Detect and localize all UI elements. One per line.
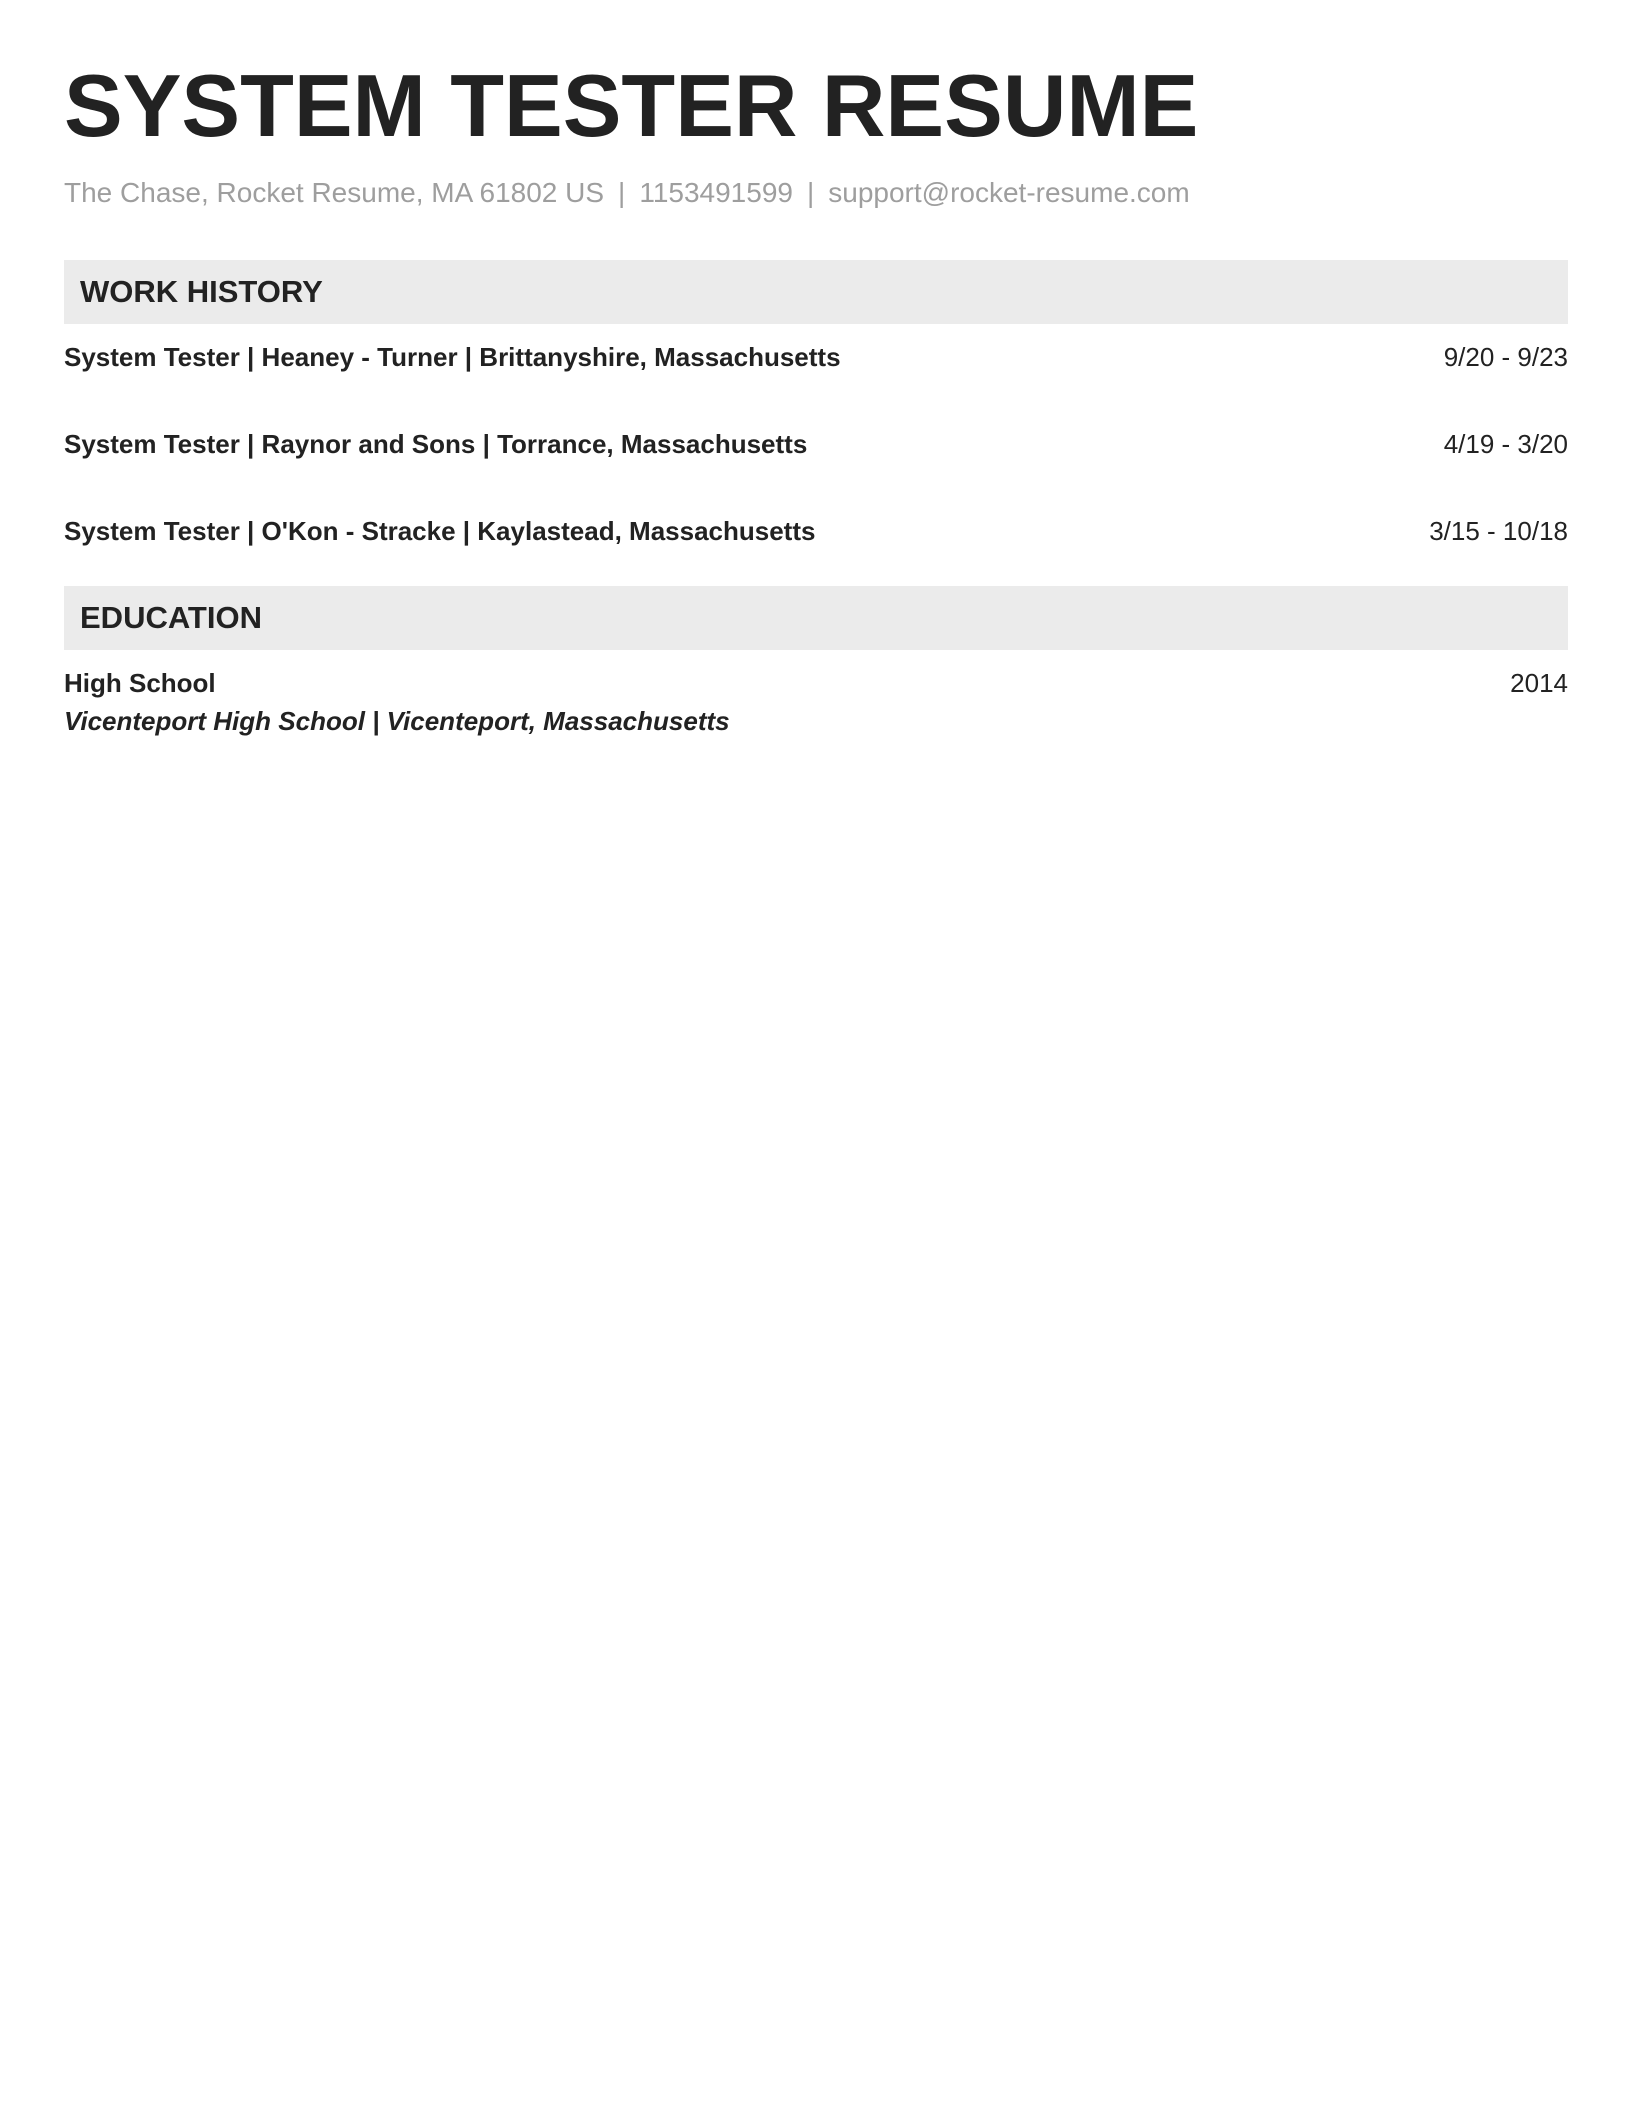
job-entry	[64, 340, 1568, 374]
education-entry	[64, 666, 1568, 738]
resume-title: SYSTEM TESTER RESUME	[64, 56, 1199, 155]
job-dates: 3/15 - 10/18	[1429, 516, 1568, 546]
contact-email: support@rocket-resume.com	[828, 177, 1190, 208]
job-entry	[64, 427, 1568, 461]
contact-separator: |	[806, 177, 815, 208]
job-title: System Tester | Heaney - Turner | Brittanyshire, Massachusetts	[64, 342, 841, 372]
education-row	[64, 666, 1568, 700]
education-degree: High School	[64, 668, 216, 698]
work-history-list	[64, 340, 1568, 548]
job-title: System Tester | O'Kon - Stracke | Kaylastead, Massachusetts	[64, 516, 816, 546]
contact-separator: |	[618, 177, 626, 208]
contact-phone: 1153491599	[639, 177, 793, 208]
contact-address: The Chase, Rocket Resume, MA 61802 US	[64, 177, 605, 208]
job-dates: 4/19 - 3/20	[1443, 429, 1568, 459]
education-school: Vicenteport High School | Vicenteport, Massachusetts	[64, 706, 730, 736]
education-year: 2014	[1510, 668, 1568, 698]
education-header	[64, 586, 1568, 650]
work-history-header	[64, 260, 1568, 324]
contact-line	[64, 176, 1568, 210]
education-heading: EDUCATION	[80, 600, 262, 635]
job-dates: 9/20 - 9/23	[1443, 342, 1568, 372]
work-history-heading: WORK HISTORY	[80, 274, 323, 309]
job-entry	[64, 514, 1568, 548]
job-title: System Tester | Raynor and Sons | Torrance, Massachusetts	[64, 429, 808, 459]
